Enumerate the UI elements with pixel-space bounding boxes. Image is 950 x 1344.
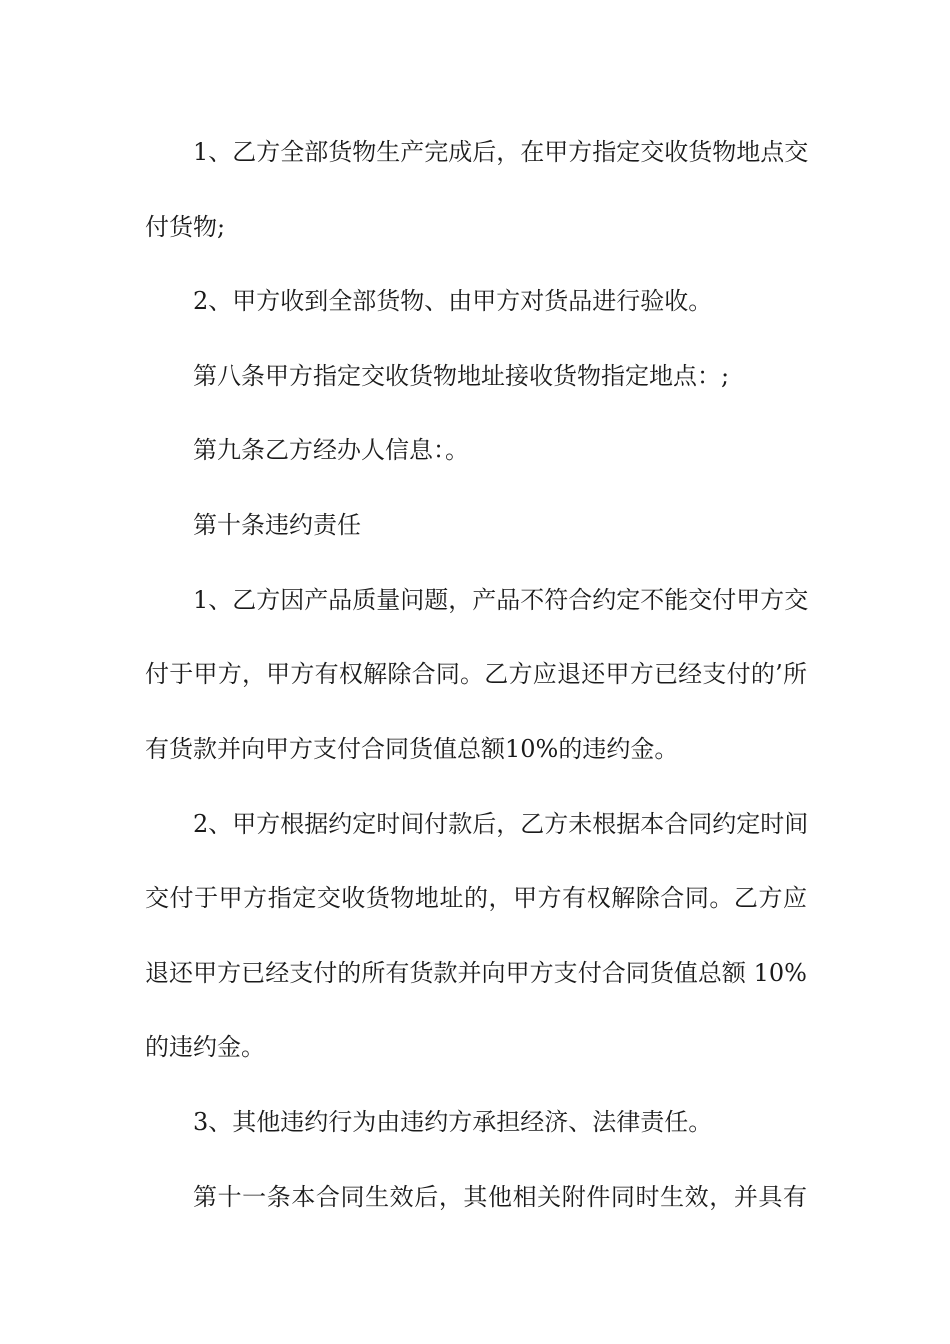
text-line: 2、甲方根据约定时间付款后，乙方未根据本合同约定时间 (193, 810, 809, 838)
text-line: 2、甲方收到全部货物、由甲方对货品进行验收。 (193, 287, 713, 315)
clause-8-line: 第八条甲方指定交收货物地址接收货物指定地点：; (193, 362, 730, 390)
clause-11-line: 第十一条本合同生效后，其他相关附件同时生效，并具有 (193, 1183, 807, 1211)
clause-9-line: 第九条乙方经办人信息：。 (193, 436, 469, 464)
text-line: 有货款并向甲方支付合同货值总额10%的违约金。 (145, 735, 679, 763)
text-line: 付货物; (145, 213, 226, 241)
text-line: 付于甲方，甲方有权解除合同。乙方应退还甲方已经支付的’所 (145, 660, 807, 688)
text-line: 1、乙方全部货物生产完成后，在甲方指定交收货物地点交 (193, 138, 809, 166)
text-line: 交付于甲方指定交收货物地址的，甲方有权解除合同。乙方应 (145, 884, 807, 912)
clause-10-heading: 第十条违约责任 (193, 511, 361, 539)
text-line: 3、其他违约行为由违约方承担经济、法律责任。 (193, 1108, 713, 1136)
text-line: 退还甲方已经支付的所有货款并向甲方支付合同货值总额 10% (145, 959, 807, 987)
text-line: 1、乙方因产品质量问题，产品不符合约定不能交付甲方交 (193, 586, 809, 614)
text-line: 的违约金。 (145, 1033, 265, 1061)
